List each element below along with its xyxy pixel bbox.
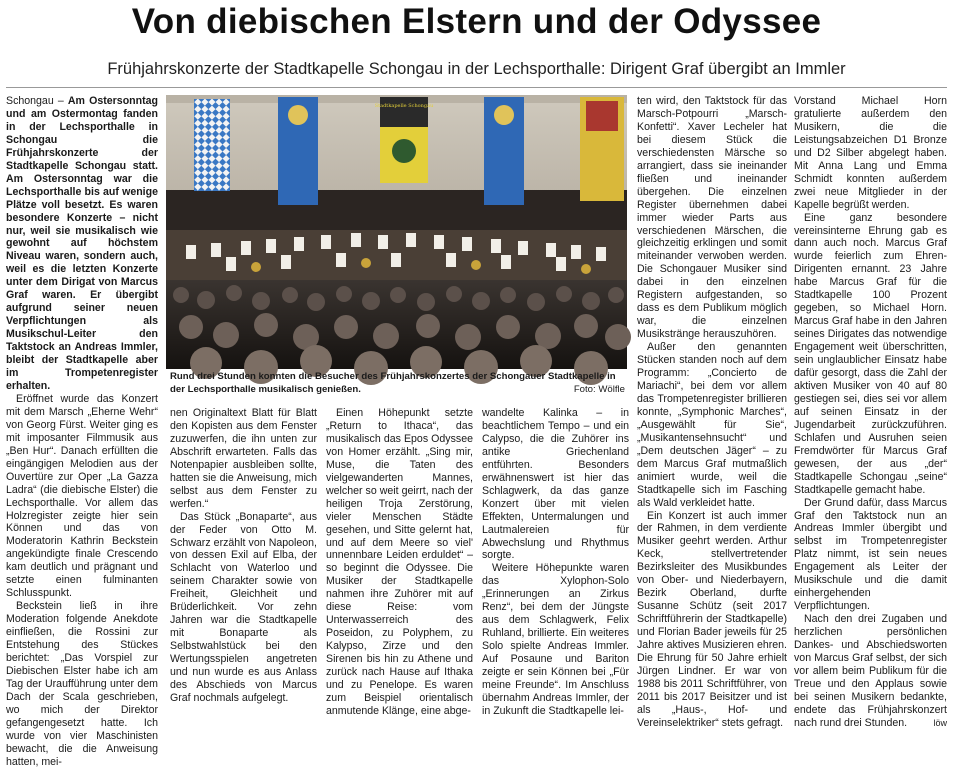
paragraph: Eröffnet wurde das Konzert mit dem Marsch „Eherne Wehr“ von Georg Fürst. Weiter ging es mit imposanter Filmmusik aus „Ben Hur“. Danach erfüllten die eingängigen Melodien aus der Ouvertüre zur Oper „La Gazza Ladra“ (die diebische Elster) die Lechsporthalle. Vor allem das Holzregister zeigte hier sein Können und das von Moderatorin Kathrin Beckstein angekündigte finale Crescendo kam deutlich und prägnant und setzte einen fulminanten Schlusspunkt. [6,392,158,600]
paragraph: Eine ganz besondere vereinsinterne Ehrung gab es dann auch noch. Marcus Graf wurde feierlich zum Ehren-Dirigenten ernannt. 23 Jahre habe Marcus Graf für die Stadtkapelle 100 Prozent gegeben, so Michael Horn. Marcus Graf habe in den Jahren seines Dirigates das notwendige Engagement weit überschritten, sein unglaublicher Einsatz habe dafür gesorgt, dass die Zahl der aktiven Musiker von 40 auf 80 gestiegen sei, dies sei vor allem auf seinen Einsatz in der Jugendarbeit zurückzuführen. Schlafen und Ausruhen seien Fremdwörter für Marcus Graf gewesen, der aus „der“ Stadtkapelle Schongau „seine“ Stadtkapelle gemacht habe. [794,211,947,496]
paragraph: Einen Höhepunkt setzte „Return to Ithaca“, das musikalisch das Epos Odyssee von Homer erzählt. „Sing mir, Muse, die Taten des vielgewanderten Mannes, welcher so weit geirrt, nach der heiligen Troja Zerstörung, vieler Menschen Städte gesehen, und Sitte gelernt hat, und auf dem Meere so viel' unnennbare Leiden erduldet“ – so beginnt die Odyssee. Die Musiker der Stadtkapelle nahmen ihre Zuhörer mit auf diese Reise: vom Unterwasserreich des Poseidon, zu Polyphem, zu Kalypso, Zirze und den Sirenen bis hin zu Athene und zurück nach Hause auf Ithaka und zu Penelope. Es waren zum Beispiel orientalisch anmutende Klänge, eine abge- [326,407,473,717]
bavarian-banner-left [194,99,230,191]
author-signature: löw [933,717,947,728]
paragraph: wandelte Kalinka – in beachtlichem Tempo – und ein Calypso, die die Zuhörer ins antike Griechenland entführten. Besonders erwähnenswert ist hier das Schlagwerk, da das ganze Konzert über mit vielen Effekten, Untermalungen und Lautmalereien für Abwechslung und Rhythmus sorgte. [482,407,629,562]
closing-text: Nach den drei Zugaben und herzlichen persönlichen Dankes- und Abschiedsworten von Marcus Graf selbst, der sich vor allem beim Publikum für die Treue und den Applaus sowie bei seinen Musikern bedankte, endete das Frühjahrskonzert nach rund drei Stunden. [794,613,947,729]
paragraph [794,613,947,730]
paragraph: Der Grund dafür, dass Marcus Graf den Taktstock nun an Andreas Immler übergibt und selbst im Trompetenregister Platz nimmt, ist sein neues Engagement als Leiter der Musikschule und die damit einhergehenden Verpflichtungen. [794,496,947,613]
photo-caption [170,371,625,396]
lead-paragraph [6,95,158,393]
paragraph: Außer den genannten Stücken standen noch auf dem Programm: „Concierto de Mariachi“, bei dem vor allem das Trompetenregister brillieren konnte, „Symphonic Marches“, „Ausgewählt für Sie“, „Musikantensehnsucht“ und „Dem deutschen Jäger“ – zu dem Marcus Graf mutmaßlich animiert wurde, weil die Stadtkapelle sich im Fasching als Wald verkleidet hatte. [637,341,787,509]
article-column-3 [326,407,473,718]
dateline: Schongau – [6,95,68,107]
headline: Von diebischen Elstern und der Odyssee [131,2,822,41]
article-column-4 [482,407,629,718]
caption-text: Rund drei Stunden konnten die Besucher des Frühjahrskonzertes der Schongauer Stadtkapelle in der Lechsporthalle musikalisch genießen. [170,371,616,395]
article-column-2 [170,407,317,705]
photo-credit: Foto: Wölfle [573,383,625,395]
paragraph: Beckstein ließ in ihre Moderation folgende Anekdote einfließen, die Rossini zur Entstehung des Stückes berichtet: „Das Vorspiel zur Diebischen Elster habe ich am Tag der Uraufführung unter dem Dach der Scala geschrieben, wo mich der Direktor gefangengesetzt hatte. Ich wurde von vier Maschinisten bewacht, die die Anweisung hatten, mei- [6,600,158,768]
concert-photo-image [166,95,627,369]
paragraph: nen Originaltext Blatt für Blatt den Kopisten aus dem Fenster zuzuwerfen, die ihn unten zur Abschrift erwarteten. Falls das Notenpapier ausbleiben sollte, hatten sie die Anweisung, mich selbst aus dem Fenster zu werfen.“ [170,407,317,510]
paragraph: Weitere Höhepunkte waren das Xylophon-Solo „Erinnerungen an Zirkus Renz“, bei dem der Jüngste aus dem Schlagwerk, Felix Ruhland, brillierte. Ein weiteres Solo spielte Andreas Immler. Auf Posaune und Bariton zeigte er sein Können bei „Für meine Freunde“. Im Anschluss übernahm Andreas Immler, der in Zukunft die Stadtkapelle lei- [482,562,629,717]
article-column-6 [794,95,947,730]
divider [6,87,947,88]
concert-photo [166,95,627,369]
banner-text: Stadtkapelle Schongau [374,103,434,109]
paragraph: Vorstand Michael Horn gratulierte außerdem den Musikern, die die Leistungsabzeichen D1 Bronze und D2 Silber abgelegt haben. Mit Anna Lang und Emma Schmidt konnten außerdem zwei neue Mitglieder in der Kapelle begrüßt werden. [794,95,947,211]
paragraph: ten wird, den Taktstock für das Marsch-Potpourri „Marsch-Konfetti“. Xaver Lecheler hat bei diesem Stück die verschiedensten Märsche so arrangiert, dass sie ineinander fließen und ineinander übergehen. Die einzelnen Register übernehmen dabei immer wieder Parts aus verschiedenen Märschen, die gleichzeitig erklingen und somit miteinander verwoben werden. Die Schongauer Musiker sind dabei in den einzelnen Registern aufgestanden, so dass es dem Publikum möglich war, die einzelnen Musikstränge herauszuhören. [637,95,787,341]
article-column-1 [6,95,158,769]
paragraph: Das Stück „Bonaparte“, aus der Feder von Otto M. Schwarz erzählt von Napoleon, von dessen Exil auf Elba, der Schlacht von Waterloo und seinem Charakter sowie von Freiheit, Gleichheit und Brüderlichkeit. Vor zehn Jahren war die Stadtkapelle mit Bonaparte als Selbstwahlstück bei den Wertungsspielen angetreten und nun wurde es aus Anlass des Abschieds von Marcus Graf nochmals aufgelegt. [170,510,317,704]
subheadline: Frühjahrskonzerte der Stadtkapelle Schongau in der Lechsporthalle: Dirigent Graf übergibt an Immler [107,60,846,78]
lead-text: Am Ostersonntag und am Ostermontag fanden in der Lechsporthalle in Schongau die Frühjahrskonzerte der Stadtkapelle Schongau statt. Am Ostersonntag war die Lechsporthalle bis auf wenige Plätze voll besetzt. Es waren besondere Konzerte – nicht nur, weil sie musikalisch wie gewohnt auf höchstem Niveau waren, sondern auch, weil es die letzten Konzerte unter dem Dirigat von Marcus Graf waren. Er übergibt aufgrund seiner neuen Verpflichtungen als Musikschul-Leiter den Taktstock an Andreas Immler, bleibt der Stadtkapelle aber im Trompetenregister erhalten. [6,95,158,392]
article-column-5 [637,95,787,730]
paragraph: Ein Konzert ist auch immer der Rahmen, in dem verdiente Musiker geehrt werden. Arthur Keck, stellvertretender Bezirksleiter des Musikbundes von Ober- und Niederbayern, Bezirk Oberland, durfte Susanne Schütz (seit 2017 Schriftführerin der Stadtkapelle) und Florian Bader jeweils für 25 Jahre aktives Musizieren ehren. Die Ehrung für 50 Jahre erhielt Jürgen Lindner. Er war von 1988 bis 2011 Schriftführer, von 2011 bis 2017 Beisitzer und ist als „Haus-, Hof- und Vereinselektriker“ stets gefragt. [637,509,787,729]
